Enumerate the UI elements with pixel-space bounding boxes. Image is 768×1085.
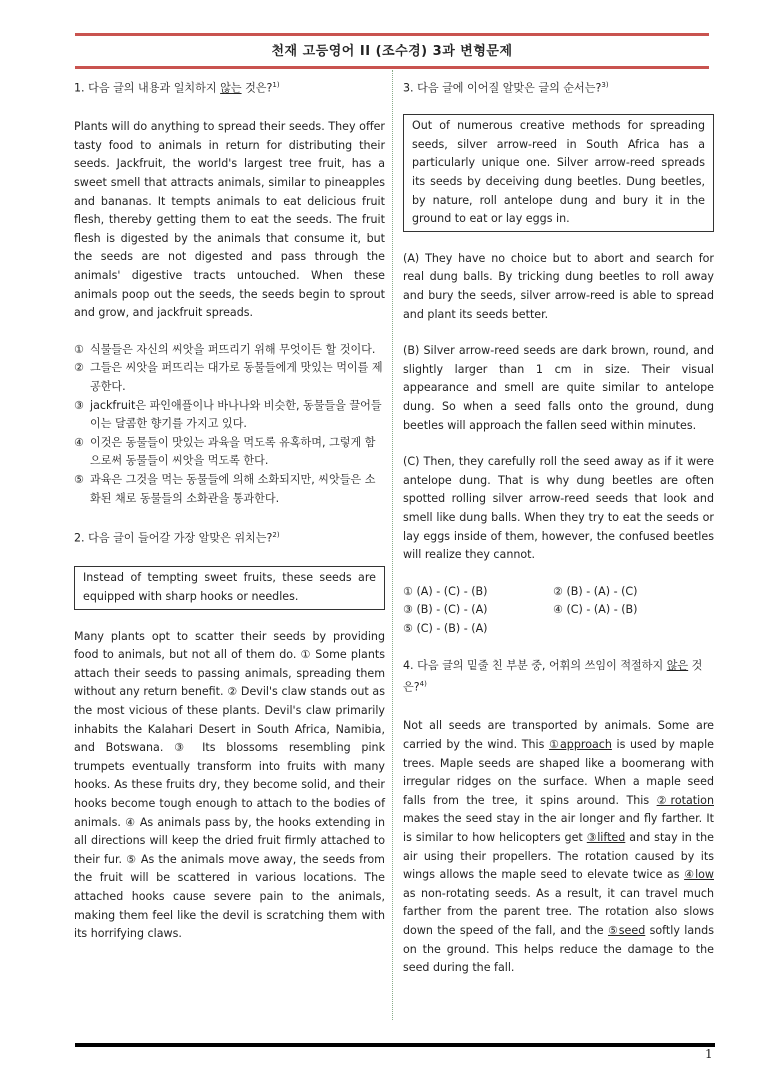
q1-passage: Plants will do anything to spread their seeds. They offer tasty food to animals in return for distributing their seeds. Jackfruit, the world's largest tree fruit, has a sweet smell that attracts animals, similar to pineapples and bananas. It tempts animals to eat delicious fruit flesh, thereby getting them to eat the seeds. The fruit flesh is digested by the animals that consume it, but the seeds are not digested and pass through the animals' digestive tracts untouched. When these animals poop out the seeds, the seeds begin to sprout and grow, and jackfruit spreads. bbox=[74, 120, 385, 320]
q3-options bbox=[403, 583, 714, 639]
q4-passage: Not all seeds are transported by animals. Some are carried by the wind. This ①approach is used by maple trees. Maple seeds are shaped like a boomerang with irregular ridges on the surface. When a maple seed falls from the tree, it spins around. This ②rotation makes the seed stay in the air longer and fly farther. It is similar to how helicopters get ③lifted and stay in the air using their propellers. The rotation caused by its wings allows the maple seed to elevate twice as ④low as non-rotating seeds. As a result, it can travel much farther from the parent tree. The rotation also slows down the speed of the fall, and the ⑤seed softly lands on the ground. This helps reduce the damage to the seed during the fall. bbox=[403, 719, 715, 975]
q3-option[interactable]: ④ (C) - (A) - (B) bbox=[553, 603, 638, 617]
q3-intro-box: Out of numerous creative methods for spreading seeds, silver arrow-reed in South Africa has a particularly unique one. Silver arrow-reed spreads its seeds by deceiving dung beetles. Dung beetles, by nature, roll antelope dung and bury it in the ground to eat or lay eggs in. bbox=[403, 114, 714, 232]
page-number: 1 bbox=[705, 1047, 713, 1061]
q3-option[interactable]: ⑤ (C) - (B) - (A) bbox=[403, 621, 488, 635]
q4-underline-5: ⑤seed bbox=[607, 923, 646, 937]
header-bottom-rule bbox=[75, 66, 709, 69]
q3-option[interactable]: ③ (B) - (C) - (A) bbox=[403, 603, 488, 617]
q3-part-c: (C) Then, they carefully roll the seed away as if it were antelope dung. That is why dung beetles are often spotted rolling silver arrow-reed seeds that look and smell like dung balls. When they try to eat the seeds or lay eggs inside of them, however, the confused beetles will realize they cannot. bbox=[403, 455, 714, 562]
page-title: 천재 고등영어 II (조수경) 3과 변형문제 bbox=[271, 44, 513, 59]
q3-part-a: (A) They have no choice but to abort and search for real dung balls. By tricking dung beetles to roll away and bury the seeds, silver arrow-reed is able to spread and plant its seeds better. bbox=[403, 251, 714, 321]
q1-choice[interactable]: ③ jackfruit은 파인애플이나 바나나와 비슷한, 동물들을 끌어들이는 달콤한 향기를 가지고 있다. bbox=[74, 398, 382, 431]
q2-prompt: 2. 다음 글이 들어갈 가장 알맞은 위치는?$^{2)}$ bbox=[74, 531, 280, 545]
q3-part-b: (B) Silver arrow-reed seeds are dark brown, round, and slightly larger than 1 cm in size. Their visual appearance and smell are quite similar to antelope dung. So when a seed falls onto the ground, dung beetles will approach the fallen seed within minutes. bbox=[403, 344, 714, 432]
q1-choices bbox=[74, 341, 385, 508]
q2-passage: Many plants opt to scatter their seeds by providing food to animals, but not all of them do. ① Some plants attach their seeds to passing animals, spreading them without any return benefit. ② Devil's claw stands out as the most vicious of these plants. Devil's claw primarily inhabits the Kalahari Desert in South Africa, Namibia, and Botswana. ③ Its blossoms resembling pink trumpets eventually transform into fruits with many hooks. As these fruits dry, they become solid, and their hooks become tough enough to attach to the bodies of animals. ④ As animals pass by, the hooks extending in all directions will keep the dried fruit firmly attached to their fur. ⑤ As the animals move away, the seeds from the fruit will be scattered in various locations. The attached hooks cause severe pain to the animals, making them feel like the devil is scratching them with its horrifying claws. bbox=[74, 629, 385, 941]
column-divider bbox=[392, 70, 393, 1020]
q4-underline-4: ④low bbox=[684, 868, 715, 882]
q1-prompt: 1. 다음 글의 내용과 일치하지 않는 것은?$^{1)}$ bbox=[74, 81, 280, 95]
left-column bbox=[74, 76, 385, 944]
q4-underline-3: ③lifted bbox=[586, 830, 626, 844]
q1-choice[interactable]: ① 식물들은 자신의 씨앗을 퍼뜨리기 위해 무엇이든 할 것이다. bbox=[74, 342, 376, 356]
q1-choice[interactable]: ⑤ 과육은 그것을 먹는 동물들에 의해 소화되지만, 씨앗들은 소화된 채로 동물들의 소화관을 통과한다. bbox=[74, 472, 376, 505]
q3-option[interactable]: ② (B) - (A) - (C) bbox=[553, 584, 638, 598]
q4-underline-2: ②rotation bbox=[656, 793, 714, 807]
q1-choice[interactable]: ② 그들은 씨앗을 퍼뜨리는 대가로 동물들에게 맛있는 먹이를 제공한다. bbox=[74, 361, 383, 393]
q2-insert-box: Instead of tempting sweet fruits, these seeds are equipped with sharp hooks or needles. bbox=[74, 566, 385, 609]
header-top-rule bbox=[75, 33, 709, 36]
q3-prompt: 3. 다음 글에 이어질 알맞은 글의 순서는?$^{3)}$ bbox=[403, 81, 609, 95]
right-column bbox=[403, 76, 714, 978]
q4-prompt: 4. 다음 글의 밑줄 친 부분 중, 어휘의 쓰임이 적절하지 않은 것은?$^{4)}$ bbox=[403, 658, 703, 694]
q4-underline-1: ①approach bbox=[548, 738, 612, 751]
q1-choice[interactable]: ④ 이것은 동물들이 맛있는 과육을 먹도록 유혹하며, 그렇게 함으로써 동물들이 씨앗을 먹도록 한다. bbox=[74, 435, 376, 468]
footer-rule bbox=[75, 1043, 715, 1047]
q3-option[interactable]: ① (A) - (C) - (B) bbox=[403, 584, 488, 598]
